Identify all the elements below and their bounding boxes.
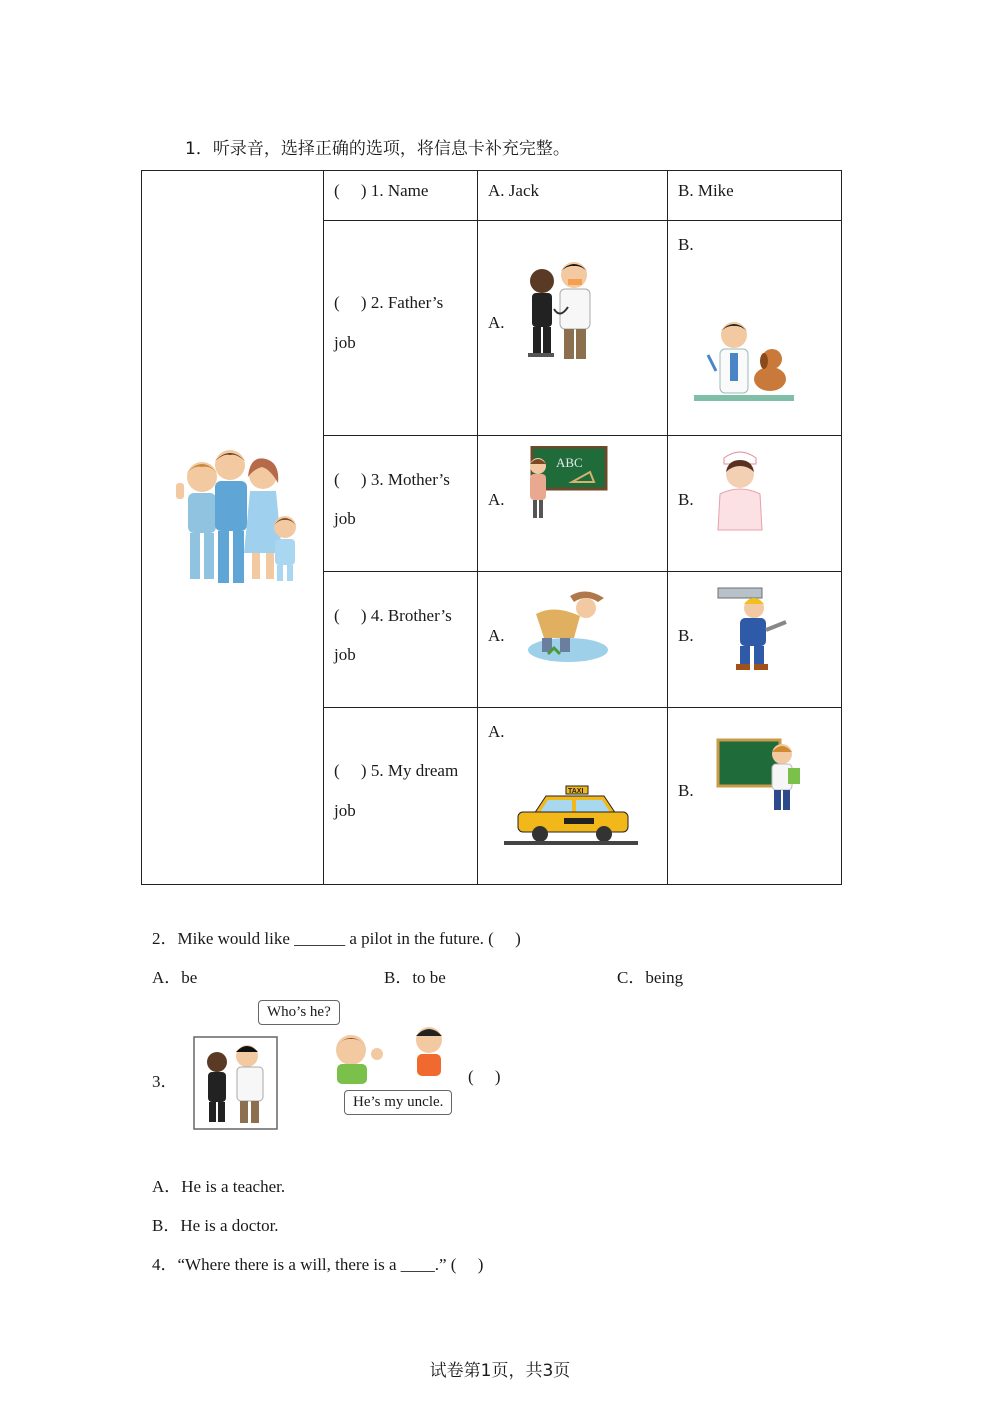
question-4-text: 4．“Where there is a will, there is a ____.” ( ) bbox=[152, 1255, 484, 1274]
question-3-option-b: B．He is a doctor. bbox=[152, 1216, 279, 1235]
row5-prompt-line1: ( ) 5. My dream bbox=[334, 761, 459, 780]
question-2-option-c: C．being bbox=[617, 968, 684, 987]
row4-option-a-cell bbox=[478, 572, 668, 708]
row4-option-b-cell bbox=[668, 572, 842, 708]
row3-option-a-cell bbox=[478, 436, 668, 572]
question-3-boys-picture bbox=[325, 1024, 451, 1086]
info-card-table bbox=[141, 170, 842, 885]
teacher-with-book-illustration bbox=[716, 738, 802, 814]
row2-option-a-cell bbox=[478, 221, 668, 436]
row3-prompt-line2: job bbox=[334, 509, 356, 528]
question-3-number: 3． bbox=[152, 1072, 178, 1091]
question-2-option-a: A．be bbox=[152, 968, 198, 987]
row3-option-b-cell bbox=[668, 436, 842, 572]
speech-bubble-answer: He’s my uncle. bbox=[344, 1090, 452, 1115]
row2-option-b: B. bbox=[678, 235, 694, 254]
row2-prompt-line1: ( ) 2. Father’s bbox=[334, 293, 444, 312]
row2-option-b-cell bbox=[668, 221, 842, 436]
row4-prompt-line1: ( ) 4. Brother’s bbox=[334, 606, 452, 625]
question-1-title: 1．听录音，选择正确的选项，将信息卡补充完整。 bbox=[185, 139, 570, 159]
row1-option-a: A. Jack bbox=[488, 181, 539, 200]
nurse-illustration bbox=[712, 444, 768, 534]
row5-option-b-cell bbox=[668, 708, 842, 885]
row2-prompt-line2: job bbox=[334, 333, 356, 352]
page-footer: 试卷第1页，共3页 bbox=[429, 1361, 571, 1381]
family-illustration bbox=[170, 443, 300, 591]
taxi-illustration bbox=[504, 784, 638, 846]
row2-prompt-cell bbox=[324, 221, 478, 436]
vet-with-dog-illustration bbox=[694, 317, 794, 409]
row4-option-b: B. bbox=[678, 626, 694, 645]
speech-bubble-question: Who’s he? bbox=[258, 1000, 340, 1025]
row4-option-a: A. bbox=[488, 626, 505, 645]
construction-worker-illustration bbox=[714, 582, 792, 672]
farmer-illustration bbox=[524, 584, 610, 664]
row5-option-a-cell bbox=[478, 708, 668, 885]
row2-option-a: A. bbox=[488, 313, 505, 332]
row3-option-b: B. bbox=[678, 490, 694, 509]
row3-prompt-line1: ( ) 3. Mother’s bbox=[334, 470, 450, 489]
row1-option-b: B. Mike bbox=[678, 181, 734, 200]
row1-option-a-cell bbox=[478, 171, 668, 221]
row3-prompt-cell bbox=[324, 436, 478, 572]
question-3-option-a: A．He is a teacher. bbox=[152, 1177, 286, 1196]
row4-prompt-line2: job bbox=[334, 645, 356, 664]
teacher-chalkboard-illustration bbox=[524, 446, 608, 522]
row4-prompt-cell bbox=[324, 572, 478, 708]
question-2-text: 2．Mike would like ______ a pilot in the future. ( ) bbox=[152, 929, 521, 948]
row3-option-a: A. bbox=[488, 490, 505, 509]
question-3-answer-paren: ( ) bbox=[468, 1067, 501, 1086]
family-picture-cell bbox=[142, 171, 324, 885]
row5-prompt-line2: job bbox=[334, 801, 356, 820]
row1-prompt: ( ) 1. Name bbox=[334, 181, 429, 200]
row5-prompt-cell bbox=[324, 708, 478, 885]
row1-prompt-cell bbox=[324, 171, 478, 221]
question-2-option-b: B．to be bbox=[384, 968, 446, 987]
taxi-sign-text: TAXI bbox=[568, 788, 584, 795]
chalkboard-text: ABC bbox=[556, 455, 583, 470]
doctor-patient-illustration bbox=[524, 259, 602, 365]
question-3-doctor-picture bbox=[193, 1036, 279, 1131]
row5-option-a: A. bbox=[488, 722, 505, 741]
row5-option-b: B. bbox=[678, 781, 694, 800]
row1-option-b-cell bbox=[668, 171, 842, 221]
